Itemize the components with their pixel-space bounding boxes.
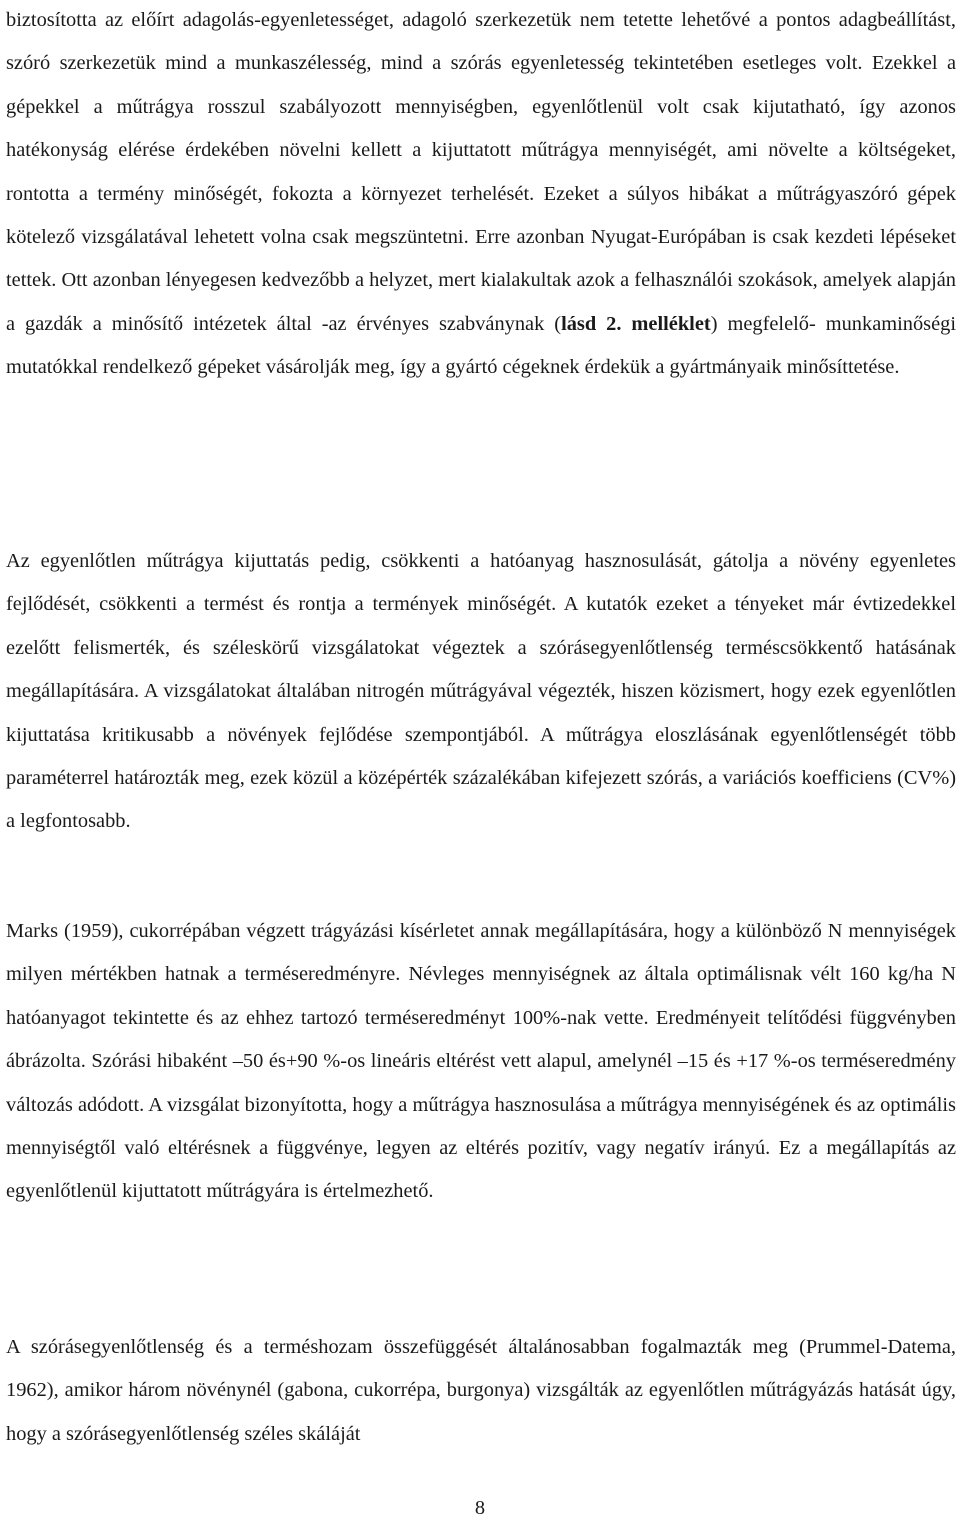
paragraph-3: Marks (1959), cukorrépában végzett trágyázási kísérletet annak megállapítására, hogy a különböző N mennyiségek milyen mértékben hatnak a terméseredményre. Névleges mennyiségnek az általa optimálisnak vélt 160 kg/ha N hatóanyagot tekintette és az ehhez tartozó terméseredményt 100%-nak vette. Eredményeit telítődési függvényben ábrázolta. Szórási hibaként –50 és+90 %-os lineáris eltérést vett alapul, amelynél –15 és +17 %-os terméseredmény változás adódott. A vizsgálat bizonyította, hogy a műtrágya hasznosulása a műtrágya mennyiségének és az optimális mennyiségtől való eltérésnek a függvénye, legyen az eltérés pozitív, vagy negatív irányú. Ez a megállapítás az egyenlőtlenül kijuttatott műtrágyára is értelmezhető.: [6, 920, 956, 1203]
page-number: 8: [474, 1497, 486, 1519]
appendix-reference: lásd 2. melléklet: [561, 312, 711, 335]
paragraph-4: A szórásegyenlőtlenség és a terméshozam összefüggését általánosabban fogalmazták meg (Prummel-Datema, 1962), amikor három növénynél (gabona, cukorrépa, burgonya) vizsgálták az egyenlőtlen műtrágyázás hatását úgy, hogy a szórásegyenlőtlenség széles skáláját: [6, 1336, 956, 1445]
paragraph-1: [6, 0, 956, 390]
paragraph-1-text-after-reference: ) megfelelő- munkaminőségi mutatókkal rendelkező gépeket vásárolják meg, így a gyártó cégeknek érdekük a gyártmányaik minősíttetése.: [6, 312, 957, 379]
paragraph-1-text-before-reference: biztosította az előírt adagolás-egyenletességet, adagoló szerkezetük nem tetette lehetővé a pontos adagbeállítást, szóró szerkezetük mind a munkaszélesség, mind a szórás egyenletesség tekintetében esetleges volt. Ezekkel a gépekkel a műtrágya rosszul szabályozott mennyiségben, egyenlőtlenül volt csak kijutatható, így azonos hatékonyság elérése érdekében növelni kellett a kijuttatott műtrágya mennyiségét, ami növelte a költségeket, rontotta a termény minőségét, fokozta a környezet terhelését. Ezeket a súlyos hibákat a műtrágyaszóró gépek kötelező vizsgálatával lehetett volna csak megszüntetni. Erre azonban Nyugat-Európában is csak kezdeti lépéseket tettek. Ott azonban lényegesen kedvezőbb a helyzet, mert kialakultak azok a felhasználói szokások, amelyek alapján a gazdák a minősítő intézetek által -az érvényes szabványnak (: [6, 9, 956, 335]
paragraph-2: Az egyenlőtlen műtrágya kijuttatás pedig, csökkenti a hatóanyag hasznosulását, gátolja a növény egyenletes fejlődését, csökkenti a termést és rontja a termények minőségét. A kutatók ezeket a tényeket már évtizedekkel ezelőtt felismerték, és széleskörű vizsgálatokat végeztek a szórásegyenlőtlenség terméscsökkentő hatásának megállapítására. A vizsgálatokat általában nitrogén műtrágyával végezték, hiszen közismert, hogy ezek egyenlőtlen kijuttatása kritikusabb a növények fejlődése szempontjából. A műtrágya eloszlásának egyenlőtlenségét több paraméterrel határozták meg, ezek közül a középérték százalékában kifejezett szórás, a variációs koefficiens (CV%) a legfontosabb.: [6, 550, 956, 833]
